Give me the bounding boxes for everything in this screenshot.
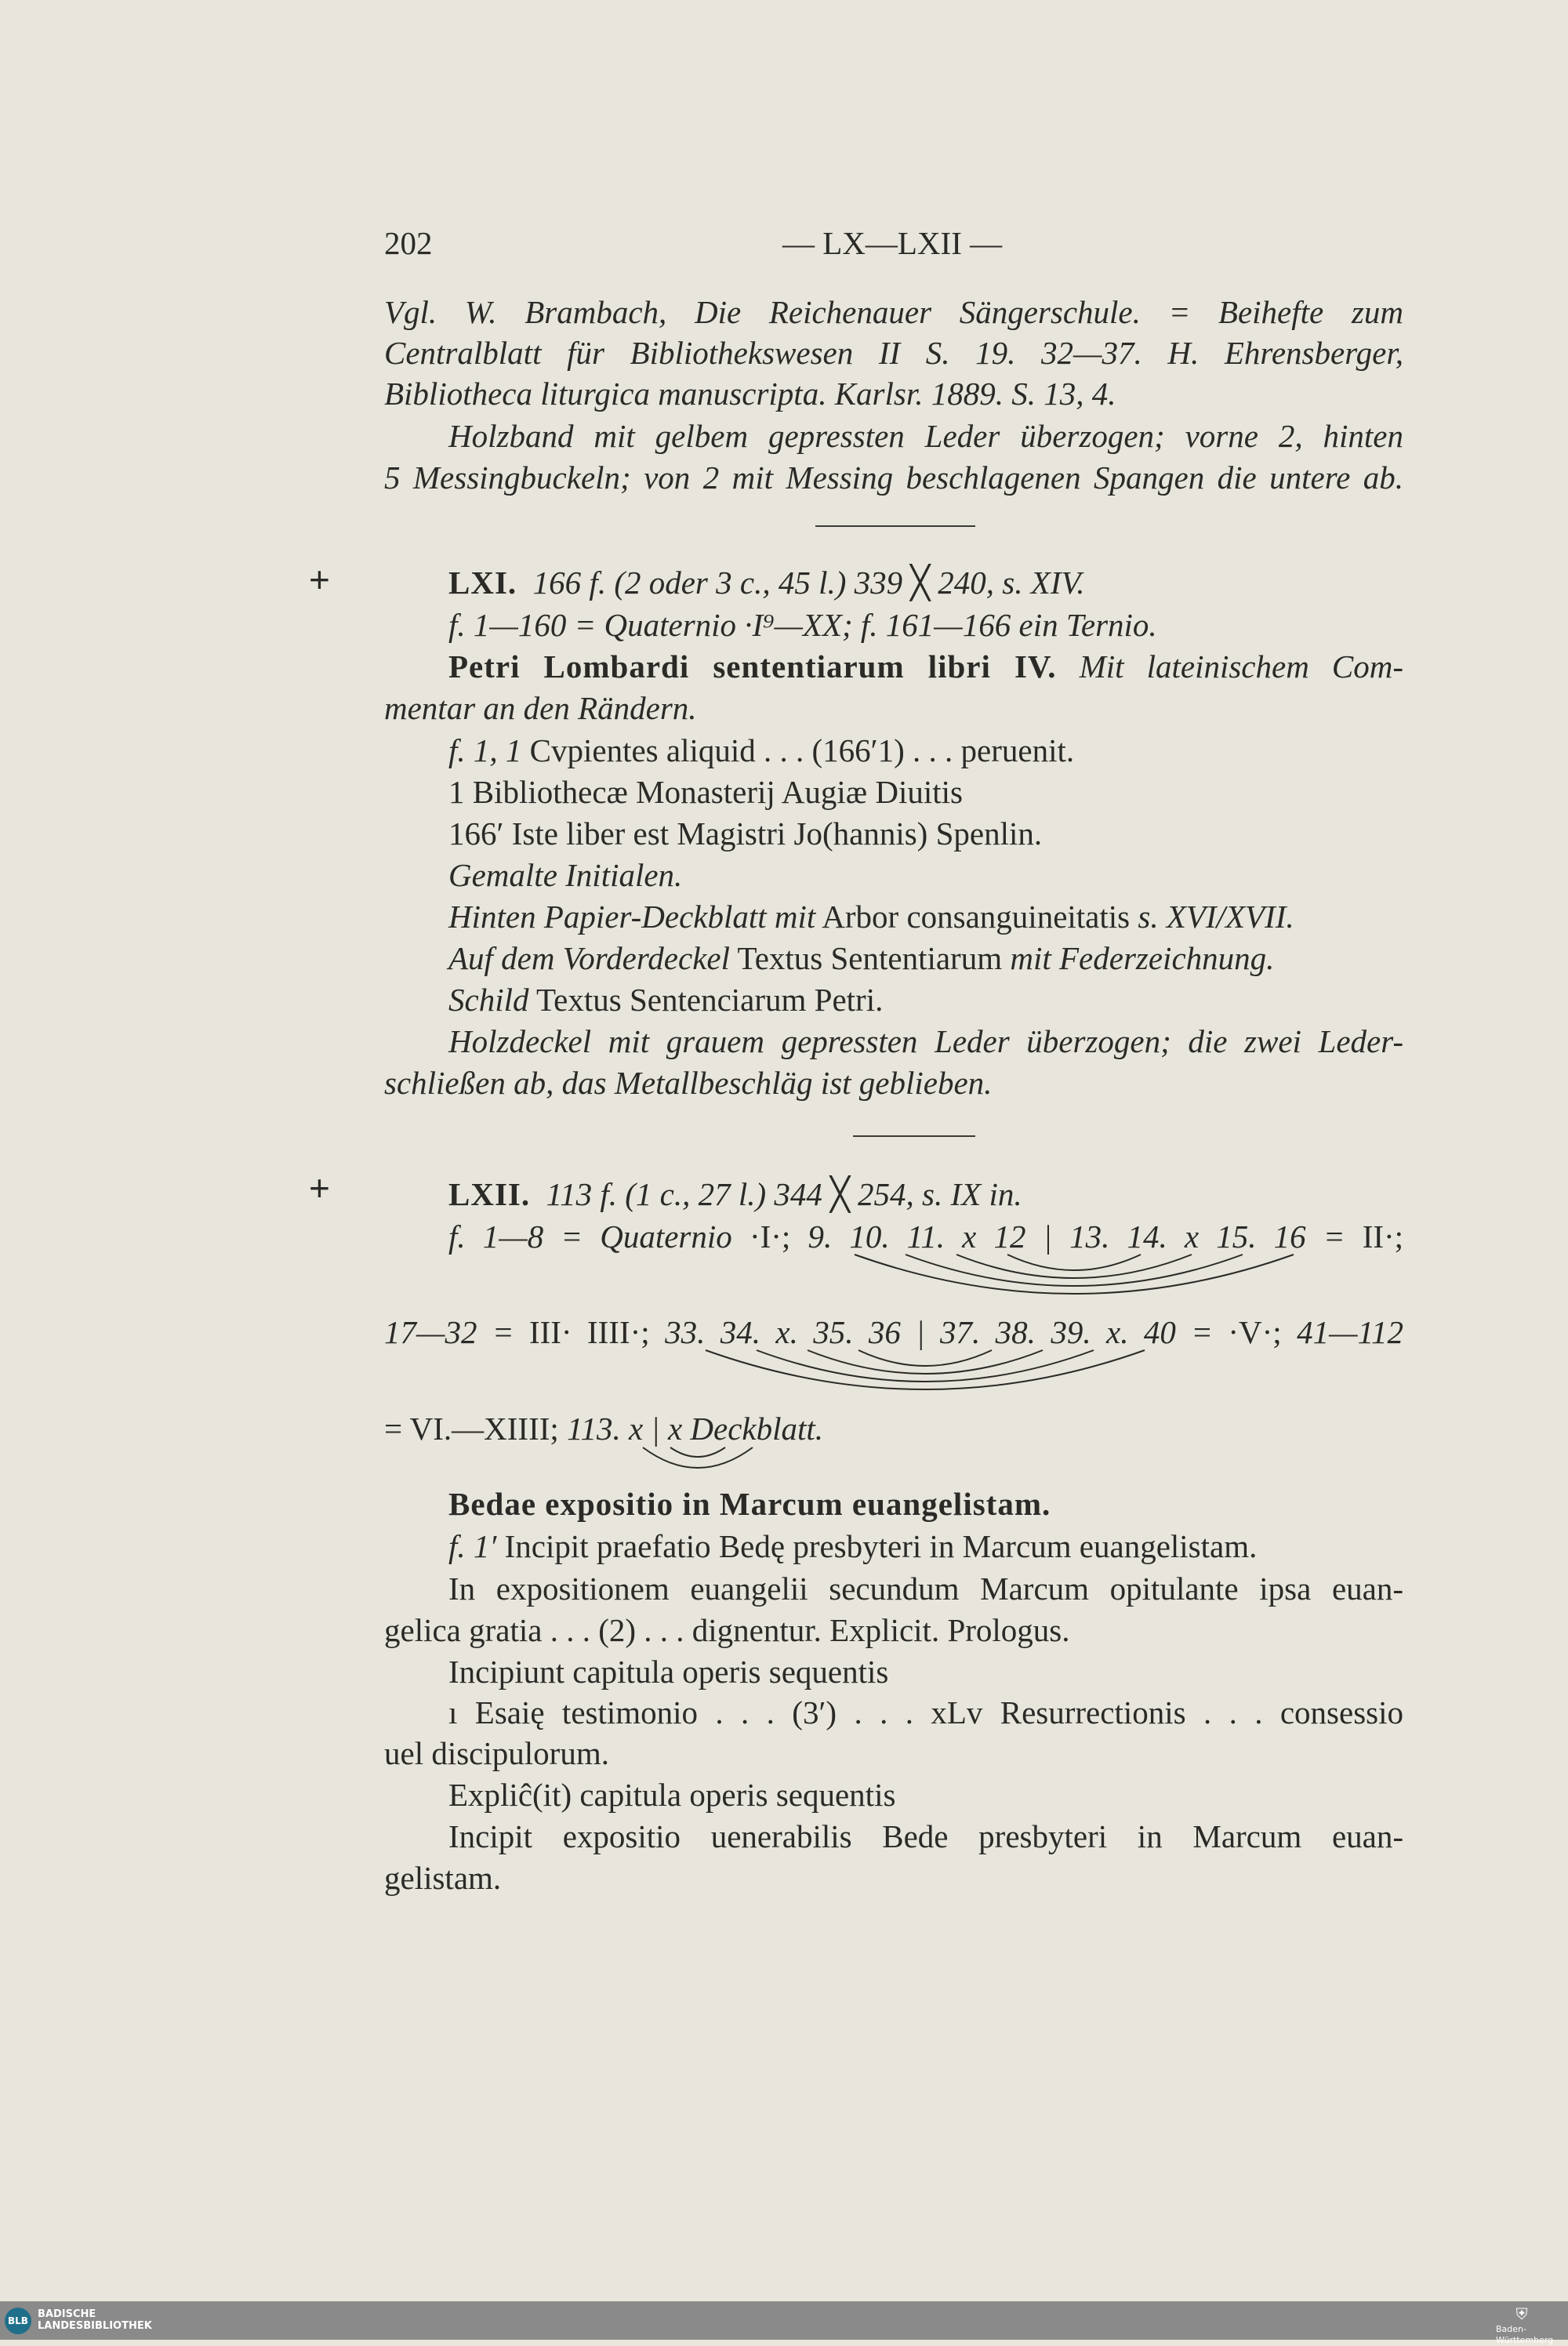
lxi-heading-details: 166 f. (2 oder 3 c., 45 l.) 339 ╳ 240, s. XIV.: [532, 565, 1085, 601]
lxii-quires-2-a: 17—32 =: [384, 1314, 514, 1350]
lxii-text-9: gelistam.: [384, 1860, 502, 1896]
coat-of-arms-icon: ⛨: [1515, 2304, 1528, 2323]
lxii-quires-2-d: ·V·;: [1228, 1314, 1282, 1350]
lxii-heading-details: 113 f. (1 c., 27 l.) 344 ╳ 254, s. IX in.: [546, 1176, 1022, 1212]
lxi-back-flyleaf-date: s. XVI/XVII.: [1138, 899, 1294, 935]
lxi-back-flyleaf: [448, 896, 1403, 937]
lxii-text-6: uel discipulorum.: [384, 1735, 609, 1771]
lxii-text-2: In expositionem euangelii secundum Marcum opitulante ipsa euan-: [448, 1571, 1403, 1607]
running-title: — LX—LXII —: [782, 225, 1003, 261]
section-divider-1: [815, 525, 975, 527]
lxii-quires-3-a: =: [384, 1411, 403, 1447]
page-number: 202: [384, 225, 433, 261]
lxii-number: LXII.: [448, 1176, 531, 1212]
lxii-text-1-folio: f. 1′: [448, 1528, 497, 1564]
lxi-incipit: [448, 730, 1403, 771]
lxii-text-7: Expliĉ(it) capitula operis sequentis: [448, 1777, 896, 1813]
blb-logo[interactable]: BLB: [5, 2308, 31, 2334]
lxii-quires-3-b: VI.—XIIII;: [409, 1411, 559, 1447]
lxi-back-flyleaf-it: Hinten Papier-Deckblatt mit: [448, 899, 816, 935]
lxi-back-flyleaf-title: Arbor consanguineitatis: [822, 899, 1131, 935]
lxi-exlibris-1: [448, 772, 1403, 812]
lxi-incipit-text: Cvpientes aliquid . . . (166′1) . . . peruenit.: [529, 732, 1075, 768]
lxii-text-5: ı Esaię testimonio . . . (3′) . . . xLv Resurrectionis . . . consessio: [448, 1694, 1403, 1730]
intro-line-2: Centralblatt für Bibliothekswesen II S. 19. 32—37. H. Ehrensberger,: [384, 335, 1403, 371]
intro-line-4: Holzband mit gelbem gepressten Leder überzogen; vorne 2, hinten: [448, 418, 1403, 454]
library-name-line-1: BADISCHE: [38, 2308, 96, 2320]
lxii-text-1-body: Incipit praefatio Bedę presbyteri in Marcum euangelistam.: [504, 1528, 1258, 1564]
intro-line-1: Vgl. W. Brambach, Die Reichenauer Sängerschule. = Beihefte zum: [384, 294, 1403, 330]
lxi-front-cover-it2: mit Federzeichnung.: [1010, 940, 1275, 976]
lxii-quires-1-b: ·I·;: [749, 1218, 791, 1255]
lxi-heading: [448, 562, 1403, 603]
lxi-quires: f. 1—160 = Quaternio ·I⁹—XX; f. 161—166 ein Ternio.: [448, 607, 1157, 643]
lxi-exlibris-1-folio: 1: [448, 774, 465, 810]
lxi-initials-note: Gemalte Initialen.: [448, 857, 683, 893]
lxii-quires-3: [384, 1408, 1403, 1449]
lxi-exlibris-2: [448, 813, 1403, 854]
lxi-binding-1: Holzdeckel mit grauem gepressten Leder überzogen; die zwei Leder-: [448, 1023, 1403, 1059]
lxii-heading: [448, 1174, 1403, 1215]
library-name: [38, 2308, 152, 2332]
lxii-quires-1-d: II·;: [1362, 1218, 1404, 1255]
lxii-text-8: Incipit expositio uenerabilis Bede presbyteri in Marcum euan-: [448, 1818, 1403, 1854]
lxii-quires-2-c: 33. 34. x. 35. 36 | 37. 38. 39. x. 40 =: [665, 1314, 1213, 1350]
lxi-title: Petri Lombardi sententiarum libri IV.: [448, 648, 1057, 685]
lxi-exlibris-1-text: Bibliothecæ Monasterij Augiæ Diuitis: [472, 774, 963, 810]
lxii-quires-1-a: f. 1—8 = Quaternio: [448, 1218, 732, 1255]
lxii-quires-3-c: 113. x | x Deckblatt.: [567, 1411, 824, 1447]
lxi-label-it: Schild: [448, 982, 529, 1018]
lxi-title-line-2: mentar an den Rändern.: [384, 690, 697, 726]
lxi-exlibris-2-folio: 166′: [448, 815, 504, 852]
lxi-label-text: Textus Sentenciarum Petri.: [536, 982, 884, 1018]
intro-line-3: Bibliotheca liturgica manuscripta. Karlsr. 1889. S. 13, 4.: [384, 376, 1116, 412]
lxii-text-3: gelica gratia . . . (2) . . . dignentur. Explicit. Prologus.: [384, 1612, 1070, 1648]
margin-plus-mark-lxii: +: [309, 1168, 330, 1208]
lxii-text-1: [448, 1526, 1403, 1567]
lxi-exlibris-2-text: Iste liber est Magistri Jo(hannis) Spenlin.: [511, 815, 1043, 852]
lxi-label: [448, 979, 1403, 1020]
lxi-number: LXI.: [448, 565, 517, 601]
library-name-line-2: LANDESBIBLIOTHEK: [38, 2320, 152, 2332]
lxii-quires-2-e: 41—112: [1297, 1314, 1404, 1350]
lxi-front-cover: [448, 938, 1403, 979]
quire-arcs-3: [627, 1441, 768, 1488]
lxii-quires-1-c: 9. 10. 11. x 12 | 13. 14. x 15. 16 =: [808, 1218, 1345, 1255]
lxi-title-line-1: [448, 646, 1403, 687]
lxii-text-4: Incipiunt capitula operis sequentis: [448, 1654, 889, 1690]
state-name: Baden-Württemberg: [1496, 2324, 1554, 2345]
margin-plus-mark-lxi: +: [309, 559, 330, 600]
lxi-incipit-folio: f. 1, 1: [448, 732, 522, 768]
lxi-title-rest-1: Mit lateinischem Com-: [1079, 648, 1403, 685]
lxii-title: Bedae expositio in Marcum euangelistam.: [448, 1486, 1051, 1522]
viewer-footer-bar: [0, 2301, 1568, 2345]
section-divider-2: [853, 1135, 975, 1137]
intro-line-5: 5 Messingbuckeln; von 2 mit Messing beschlagenen Spangen die untere ab.: [384, 459, 1403, 496]
lxi-binding-2: schließen ab, das Metallbeschläg ist geblieben.: [384, 1065, 993, 1101]
lxii-quires-2-b: III· IIII·;: [528, 1314, 650, 1350]
lxi-front-cover-it: Auf dem Vorderdeckel: [448, 940, 730, 976]
lxi-front-cover-title: Textus Sententiarum: [737, 940, 1003, 976]
